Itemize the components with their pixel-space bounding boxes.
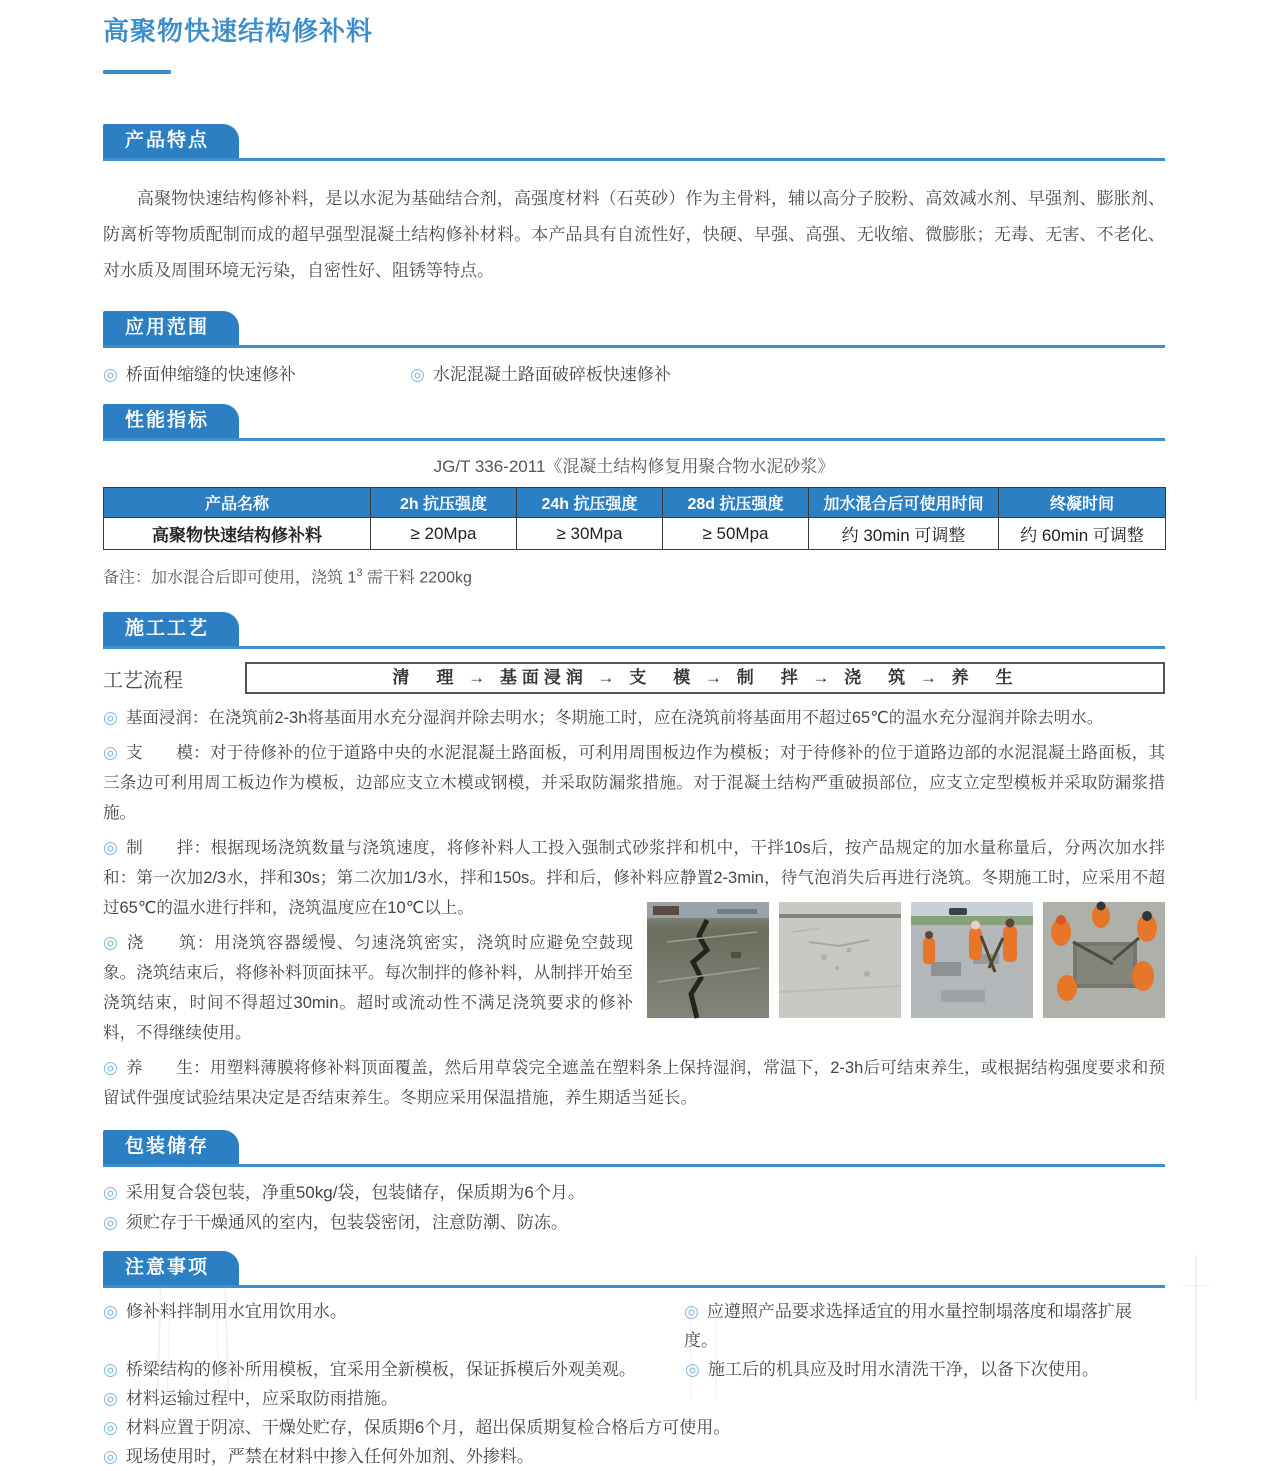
precaution-row — [103, 1384, 1165, 1413]
flow-label: 工艺流程 — [103, 669, 183, 692]
col-header-usable-time: 加水混合后可使用时间 — [809, 488, 999, 518]
cracked-pavement-photo — [647, 902, 769, 1018]
section-header-applications — [103, 311, 1165, 348]
step-text: 在浇筑前2-3h将基面用水充分湿润并除去明水；冬期施工时，应在浇筑前将基面用不超过65℃的温水充分湿润并除去明水。 — [208, 709, 1104, 728]
precaution-row — [103, 1413, 1165, 1442]
table-row — [104, 518, 1166, 550]
note-text-suffix: 需干料 2200kg — [362, 569, 472, 587]
precaution-item-text: 桥梁结构的修补所用模板，宜采用全新模板，保证拆模后外观美观。 — [125, 1360, 636, 1380]
ring-bullet-icon: ◎ — [103, 1389, 118, 1409]
step-text: 用浇筑容器缓慢、匀速浇筑密实，浇筑时应避免空鼓现象。浇筑结束后，将修补料顶面抹平。每次制拌的修补料，从制拌开始至浇筑结束，时间不得超过30min。超时或流动性不满足浇筑要求的修补料，不得继续使用。 — [103, 934, 634, 1043]
step-text: 对于待修补的位于道路中央的水泥混凝土路面板，可利用周围板边作为模板；对于待修补的位于道路边部的水泥混凝土路面板，其三条边可利用周工板边作为模板，边部应支立木模或钢模，并采取防漏浆措施。对于混凝土结构严重破损部位，应支立定型模板并采取防漏浆措施。 — [103, 744, 1166, 823]
col-header-product-name: 产品名称 — [104, 488, 371, 518]
precaution-item — [685, 1355, 1099, 1384]
col-header-24h-strength: 24h 抗压强度 — [517, 488, 663, 518]
note-text: 备注：加水混合后即可使用，浇筑 1 — [103, 569, 357, 587]
step-term: 养 生： — [126, 1059, 210, 1078]
note-superscript: 3 — [356, 567, 363, 579]
section-tab-performance: 性能指标 — [103, 404, 239, 438]
ring-bullet-icon: ◎ — [103, 1213, 118, 1233]
precaution-item — [103, 1355, 685, 1384]
packaging-item-text: 采用复合袋包装，净重50kg/袋，包装储存，保质期为6个月。 — [125, 1183, 585, 1203]
ring-bullet-icon: ◎ — [685, 1360, 700, 1380]
precaution-item-text: 施工后的机具应及时用水清洗干净，以备下次使用。 — [707, 1360, 1099, 1380]
section-tab-applications: 应用范围 — [103, 311, 239, 345]
flow-chart-box: 清 理 → 基面浸润 → 支 模 → 制 拌 → 浇 筑 → 养 生 — [245, 662, 1165, 694]
cell-final-set: 约 60min 可调整 — [999, 518, 1166, 550]
watermark-mast-sketch — [1195, 1255, 1197, 1401]
ring-bullet-icon: ◎ — [103, 365, 118, 384]
section-tab-features: 产品特点 — [103, 124, 239, 158]
precaution-row — [103, 1442, 1165, 1471]
process-steps — [103, 703, 1165, 1113]
precaution-item — [103, 1297, 684, 1355]
ring-bullet-icon: ◎ — [410, 365, 425, 384]
cell-2h-strength: ≥ 20Mpa — [371, 518, 517, 550]
performance-table — [103, 487, 1166, 550]
process-step-wetting — [103, 703, 1165, 733]
ring-bullet-icon: ◎ — [103, 708, 118, 728]
section-header-features — [103, 124, 1165, 161]
step-term: 基面浸润： — [125, 709, 209, 728]
table-header-row — [104, 488, 1166, 518]
concrete-surface-photo — [779, 902, 901, 1018]
application-item — [103, 363, 410, 387]
site-photo-strip — [647, 902, 1165, 1018]
step-text: 用塑料薄膜将修补料顶面覆盖，然后用草袋完全遮盖在塑料条上保持湿润，常温下，2-3h后可结束养生，或根据结构强度要求和预留试件强度试验结果决定是否结束养生。冬期应采用保温措施，养生期适当延长。 — [103, 1059, 1166, 1108]
process-flow-row — [103, 662, 1165, 694]
precaution-item-text: 修补料拌制用水宜用饮用水。 — [125, 1302, 347, 1322]
page-title: 高聚物快速结构修补料 — [103, 16, 374, 46]
precaution-item — [684, 1297, 1165, 1355]
application-item-text: 水泥混凝土路面破碎板快速修补 — [432, 365, 671, 384]
precaution-row — [103, 1355, 1165, 1384]
precaution-item-text: 材料运输过程中，应采取防雨措施。 — [125, 1389, 398, 1409]
step-term: 浇 筑： — [126, 934, 215, 953]
section-header-packaging — [103, 1130, 1165, 1167]
applications-list — [103, 363, 1165, 387]
section-header-performance — [103, 404, 1165, 441]
application-item — [410, 363, 671, 387]
col-header-28d-strength: 28d 抗压强度 — [663, 488, 809, 518]
cell-product-name: 高聚物快速结构修补料 — [104, 518, 371, 550]
application-item-text: 桥面伸缩缝的快速修补 — [125, 365, 296, 384]
features-paragraph: 高聚物快速结构修补料，是以水泥为基础结合剂，高强度材料（石英砂）作为主骨料，辅以高分子胶粉、高效减水剂、早强剂、膨胀剂、防离析等物质配制而成的超早强型混凝土结构修补材料。本产品具有自流性好，快硬、早强、高强、无收缩、微膨胀；无毒、无害、不老化、对水质及周围环境无污染，自密性好、阻锈等特点。 — [103, 189, 1165, 280]
col-header-final-set: 终凝时间 — [999, 488, 1166, 518]
step-term: 支 模： — [126, 744, 210, 763]
packaging-item — [103, 1178, 1165, 1208]
precaution-item-text: 现场使用时，严禁在材料中掺入任何外加剂、外掺料。 — [125, 1447, 534, 1467]
precaution-item-text: 应遵照产品要求选择适宜的用水量控制塌落度和塌落扩展度。 — [683, 1302, 1132, 1351]
cell-28d-strength: ≥ 50Mpa — [663, 518, 809, 550]
process-step-formwork — [103, 738, 1165, 828]
precaution-item — [103, 1442, 534, 1471]
ring-bullet-icon: ◎ — [103, 1418, 118, 1438]
ring-bullet-icon: ◎ — [683, 1302, 699, 1322]
section-header-precautions — [103, 1251, 1165, 1288]
cell-usable-time: 约 30min 可调整 — [809, 518, 999, 550]
section-tab-packaging: 包装储存 — [103, 1130, 239, 1164]
precaution-item — [103, 1384, 398, 1413]
ring-bullet-icon: ◎ — [103, 838, 119, 858]
step-text: 根据现场浇筑数量与浇筑速度，将修补料人工投入强制式砂浆拌和机中，干拌10s后，按产品规定的加水量称量后，分两次加水拌和：第一次加2/3水，拌和30s；第二次加1/3水，拌和150s。拌和后，修补料应静置2-3min，待气泡消失后再进行浇筑。冬期施工时，应采用不超过65℃的温水进行拌和，浇筑温度应在10℃以上。 — [103, 839, 1165, 918]
step-term: 制 拌： — [126, 839, 211, 858]
col-header-2h-strength: 2h 抗压强度 — [371, 488, 517, 518]
ring-bullet-icon: ◎ — [103, 1360, 118, 1380]
section-header-process — [103, 612, 1165, 649]
precaution-row — [103, 1297, 1165, 1355]
precaution-item-text: 材料应置于阴凉、干燥处贮存，保质期6个月，超出保质期复检合格后方可使用。 — [125, 1418, 731, 1438]
ring-bullet-icon: ◎ — [103, 1183, 118, 1203]
section-tab-process: 施工工艺 — [103, 612, 239, 646]
cell-24h-strength: ≥ 30Mpa — [517, 518, 663, 550]
ring-bullet-icon: ◎ — [103, 1058, 119, 1078]
ring-bullet-icon: ◎ — [103, 743, 119, 763]
precaution-item — [103, 1413, 730, 1442]
process-step-pouring — [103, 928, 1165, 1048]
packaging-item — [103, 1208, 1165, 1238]
packaging-item-text: 须贮存于干燥通风的室内，包装袋密闭，注意防潮、防冻。 — [125, 1213, 568, 1233]
packaging-list — [103, 1178, 1165, 1238]
road-repair-crew-photo — [911, 902, 1033, 1018]
ring-bullet-icon: ◎ — [103, 1302, 118, 1322]
ring-bullet-icon: ◎ — [103, 1447, 118, 1467]
title-underline — [103, 70, 171, 74]
table-note — [103, 563, 1165, 588]
section-tab-precautions: 注意事项 — [103, 1251, 239, 1285]
standard-reference: JG/T 336-2011《混凝土结构修复用聚合物水泥砂浆》 — [433, 457, 835, 476]
patch-repair-crew-photo — [1043, 902, 1165, 1018]
precautions-list — [103, 1297, 1165, 1471]
process-step-curing — [103, 1053, 1165, 1113]
ring-bullet-icon: ◎ — [103, 933, 119, 953]
